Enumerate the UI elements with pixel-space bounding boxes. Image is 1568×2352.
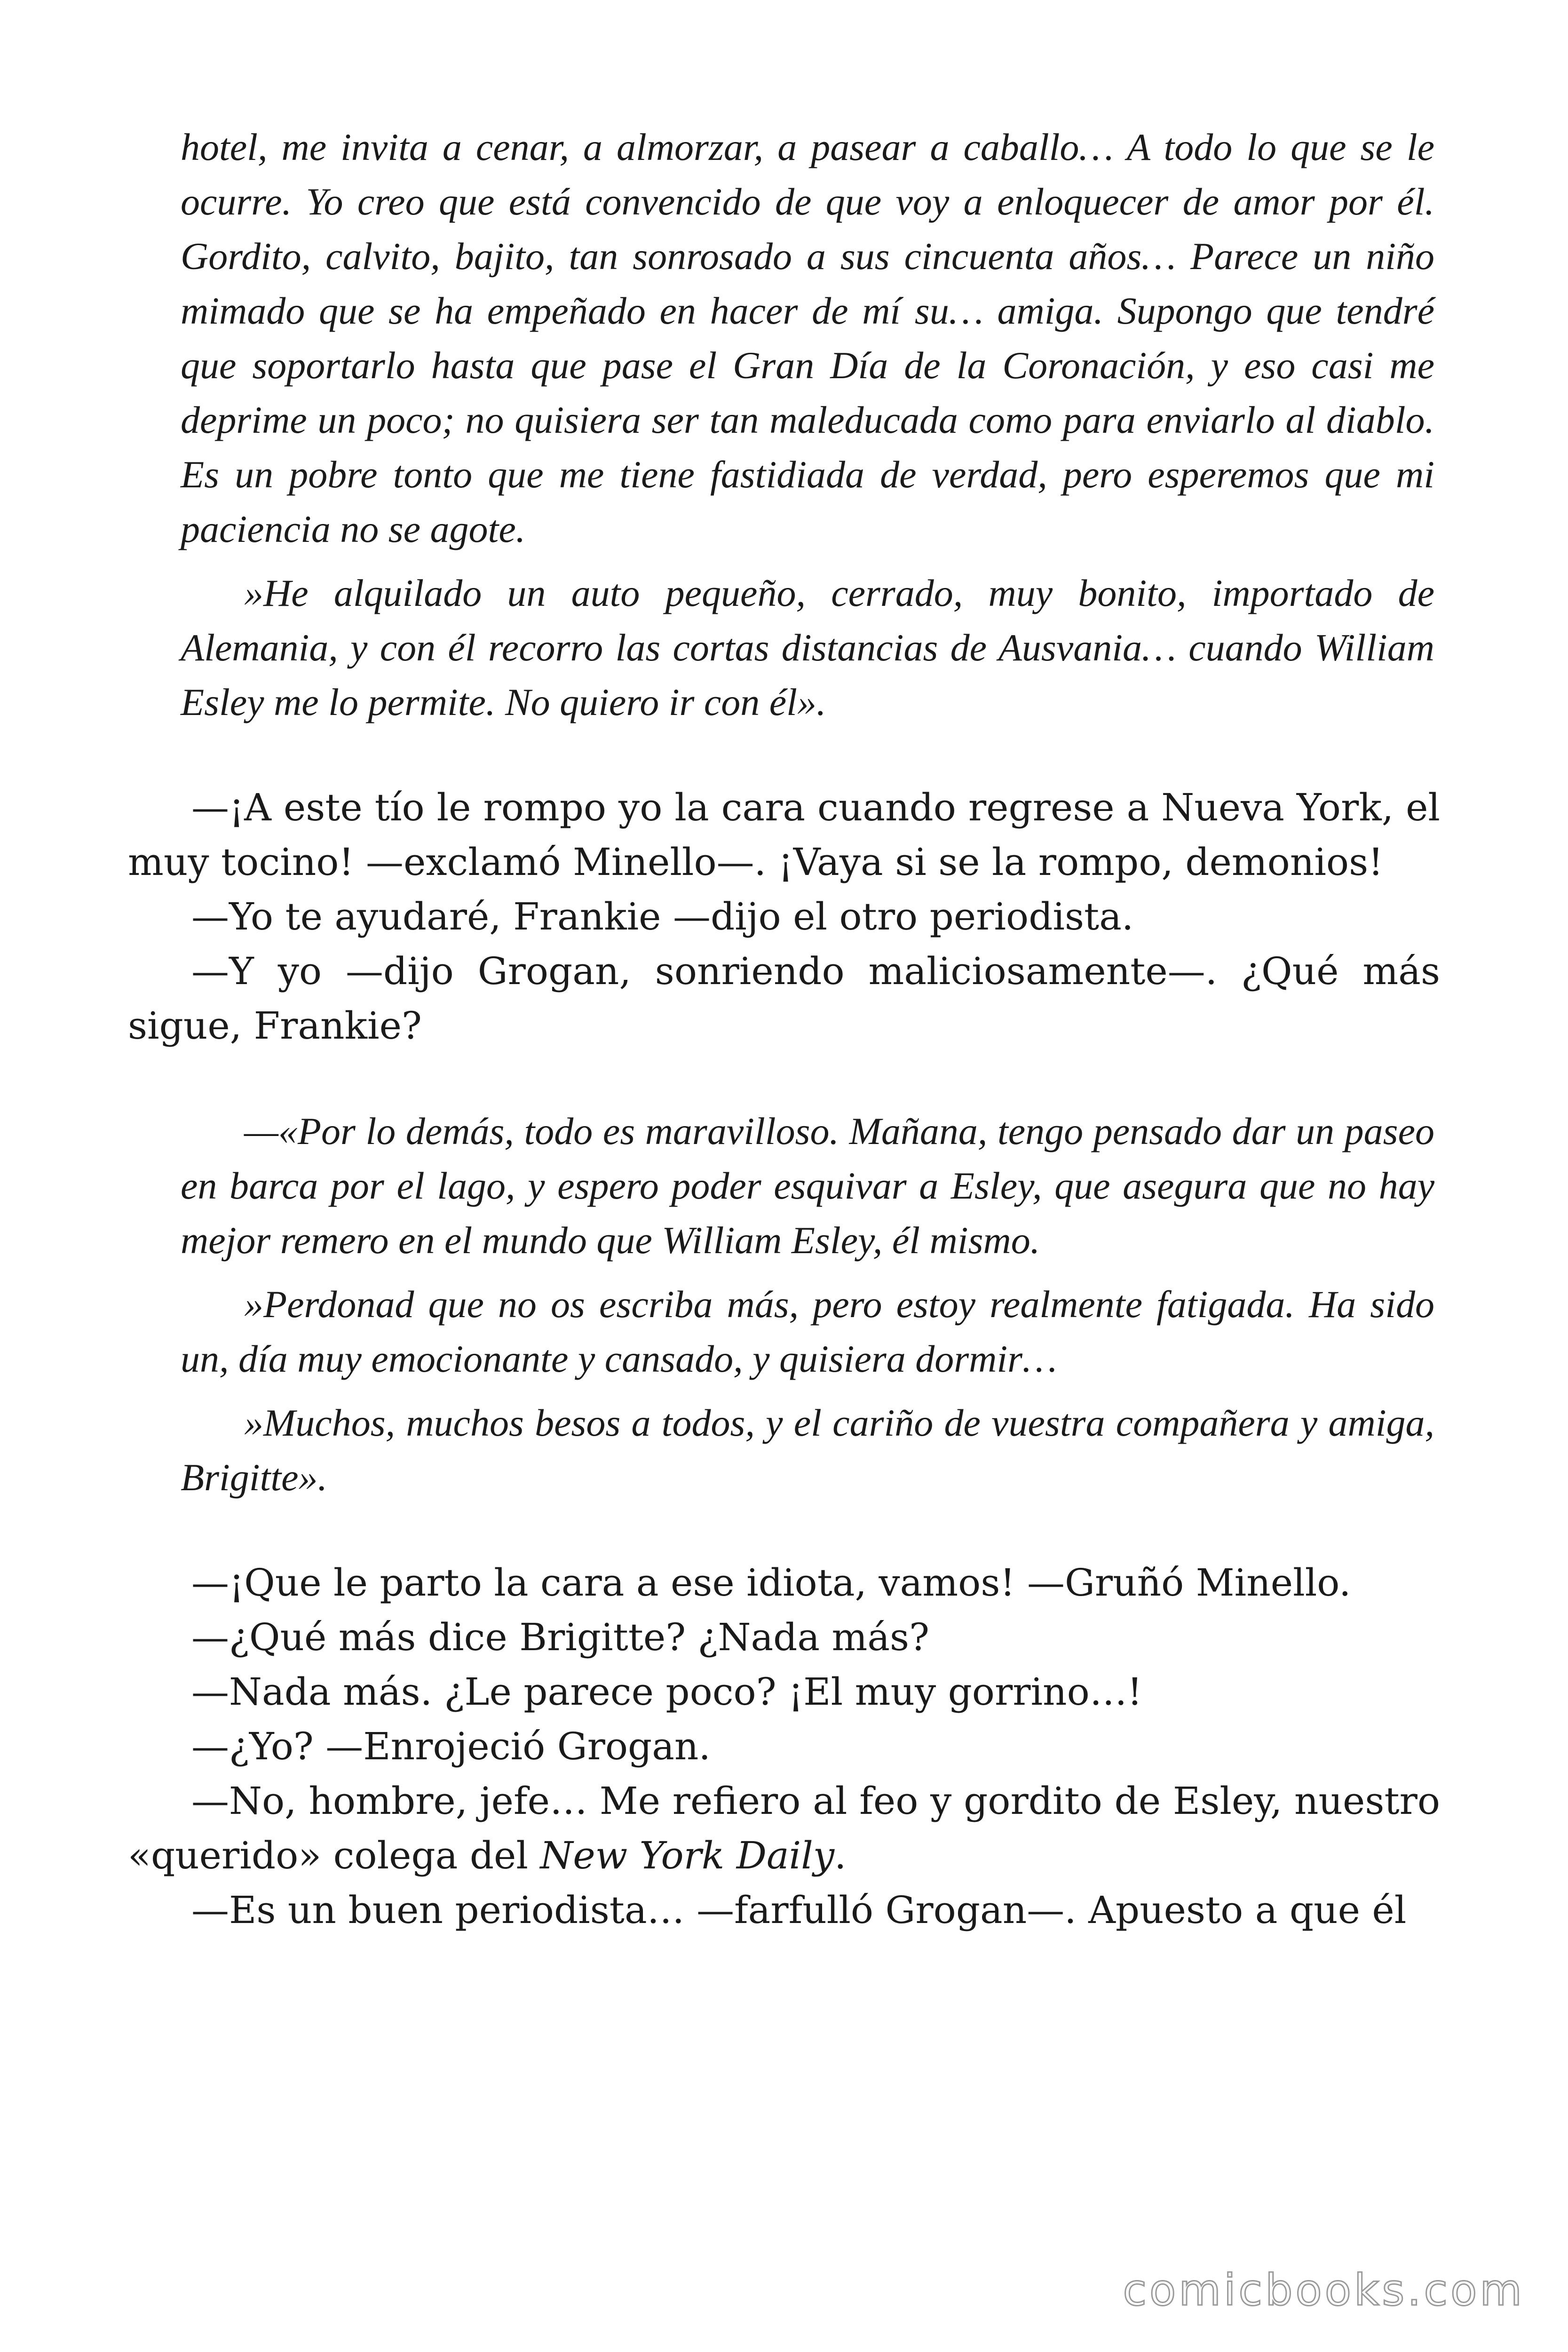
dialogue-paragraph: —Nada más. ¿Le parece poco? ¡El muy gorrino…!	[191, 1670, 1142, 1714]
watermark-logo: comicbooks.com	[1123, 2265, 1525, 2315]
section-gap	[128, 1505, 1440, 1556]
dialogue-paragraph: —¿Yo? —Enrojeció Grogan.	[191, 1724, 711, 1768]
newspaper-title: New York Daily	[540, 1834, 835, 1877]
dialogue-paragraph: —Y yo —dijo Grogan, sonriendo maliciosamente—. ¿Qué más sigue, Frankie?	[128, 949, 1440, 1048]
section-gap	[128, 1053, 1440, 1104]
letter-paragraph: »Perdonad que no os escriba más, pero estoy realmente fatigada. Ha sido un, día muy emocionante y cansado, y quisiera dormir…	[181, 1283, 1434, 1380]
letter-paragraph: hotel, me invita a cenar, a almorzar, a pasear a caballo… A todo lo que se le ocurre. Yo creo que está convencido de que voy a enloquecer de amor por él. Gordito, calvito, bajito, tan sonrosado a sus cincuenta años… Parece un niño mimado que se ha empeñado en hacer de mí su… amiga. Supongo que tendré que soportarlo hasta que pase el Gran Día de la Coronación, y eso casi me deprime un poco; no quisiera ser tan maleducada como para enviarlo al diablo. Es un pobre tonto que me tiene fastidiada de verdad, pero esperemos que mi paciencia no se agote.	[181, 126, 1434, 550]
dialogue-paragraph: —¡Que le parto la cara a ese idiota, vamos! —Gruñó Minello.	[191, 1561, 1351, 1605]
dialogue-paragraph: —Es un buen periodista… —farfulló Grogan—. Apuesto a que él	[191, 1888, 1407, 1932]
section-gap	[128, 730, 1440, 780]
dialogue-paragraph: —¿Qué más dice Brigitte? ¿Nada más?	[191, 1615, 929, 1659]
letter-paragraph: »Muchos, muchos besos a todos, y el cariño de vuestra compañera y amiga, Brigitte».	[181, 1401, 1434, 1499]
page-text	[128, 120, 1440, 1938]
letter-paragraph: »He alquilado un auto pequeño, cerrado, muy bonito, importado de Alemania, y con él recorro las cortas distancias de Ausvania… cuando William Esley me lo permite. No quiero ir con él».	[181, 572, 1434, 723]
dialogue-paragraph: —¡A este tío le rompo yo la cara cuando regrese a Nueva York, el muy tocino! —exclamó Minello—. ¡Vaya si se la rompo, demonios!	[128, 786, 1440, 884]
letter-paragraph: —«Por lo demás, todo es maravilloso. Mañana, tengo pensado dar un paseo en barca por el lago, y espero poder esquivar a Esley, que asegura que no hay mejor remero en el mundo que William Esley, él mismo.	[181, 1110, 1434, 1262]
dialogue-paragraph: —Yo te ayudaré, Frankie —dijo el otro periodista.	[191, 895, 1134, 938]
dialogue-paragraph: —No, hombre, jefe… Me refiero al feo y gordito de Esley, nuestro «querido» colega del New York Daily.	[128, 1779, 1440, 1877]
